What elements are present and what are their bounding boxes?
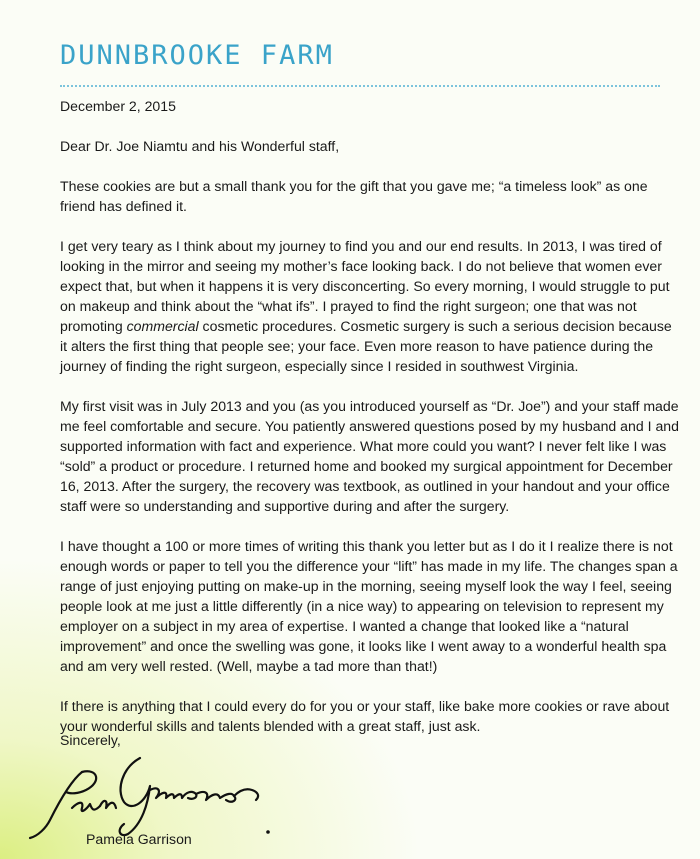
letter-paragraph-5: If there is anything that I could every do for you or your staff, like bake more cookies or rave about your wonderful skills and talents blended with a great staff, just ask. [60,698,670,734]
letterhead-title: DUNNBROOKE FARM [60,40,334,71]
handwritten-signature [20,750,280,840]
paragraph-2-text-start: I get very teary as I think about my journey to find you and our end results. In 2013, I was tired of looking in the mirror and seeing my mother’s face looking back. I do not believe that women ever expect that, but when it happens it is very disconcerting. So every morning, I would struggle to put on makeup and think about the “what ifs”. I prayed to find the right surgeon; one that was not promoting [60,238,670,334]
letter-body [60,96,682,756]
paragraph-2-text-end: cosmetic procedures. Cosmetic surgery is such a serious decision because it alters the first thing that people see; your face. Even more reason to have patience during the journey of finding the right surgeon, especially since I resided in southwest Virginia. [60,318,672,374]
paragraph-2-emphasis: commercial [126,318,199,334]
letter-closing: Sincerely, [60,732,121,748]
letterhead-divider [60,85,660,87]
letter-paragraph-3: My first visit was in July 2013 and you (as you introduced yourself as “Dr. Joe”) and your staff made me feel comfortable and secure. You patiently answered questions posed by my husband and I and supported information with fact and experience. What more could you want? I never felt like I was “sold” a product or procedure. I returned home and booked my surgical appointment for December 16, 2013. After the surgery, the recovery was textbook, as outlined in your handout and your office staff were so understanding and supportive during and after the surgery. [60,398,679,514]
letter-paragraph-4: I have thought a 100 or more times of writing this thank you letter but as I do it I realize there is not enough words or paper to tell you the difference your “lift” has made in my life. The changes span a range of just enjoying putting on make-up in the morning, seeing myself look the way I feel, seeing people look at me just a little differently (in a nice way) to appearing on television to represent my employer on a subject in my area of expertise. I wanted a change that looked like a “natural improvement” and once the swelling was gone, it looks like I went away to a wonderful health spa and am very well rested. (Well, maybe a tad more than that!) [60,538,678,674]
letter-salutation: Dear Dr. Joe Niamtu and his Wonderful staff, [60,138,340,154]
signer-name: Pamela Garrison [86,831,192,847]
letter-date: December 2, 2015 [60,98,176,114]
letter-paragraph-2 [60,236,682,376]
letter-paragraph-1: These cookies are but a small thank you for the gift that you gave me; “a timeless look” as one friend has defined it. [60,178,648,214]
